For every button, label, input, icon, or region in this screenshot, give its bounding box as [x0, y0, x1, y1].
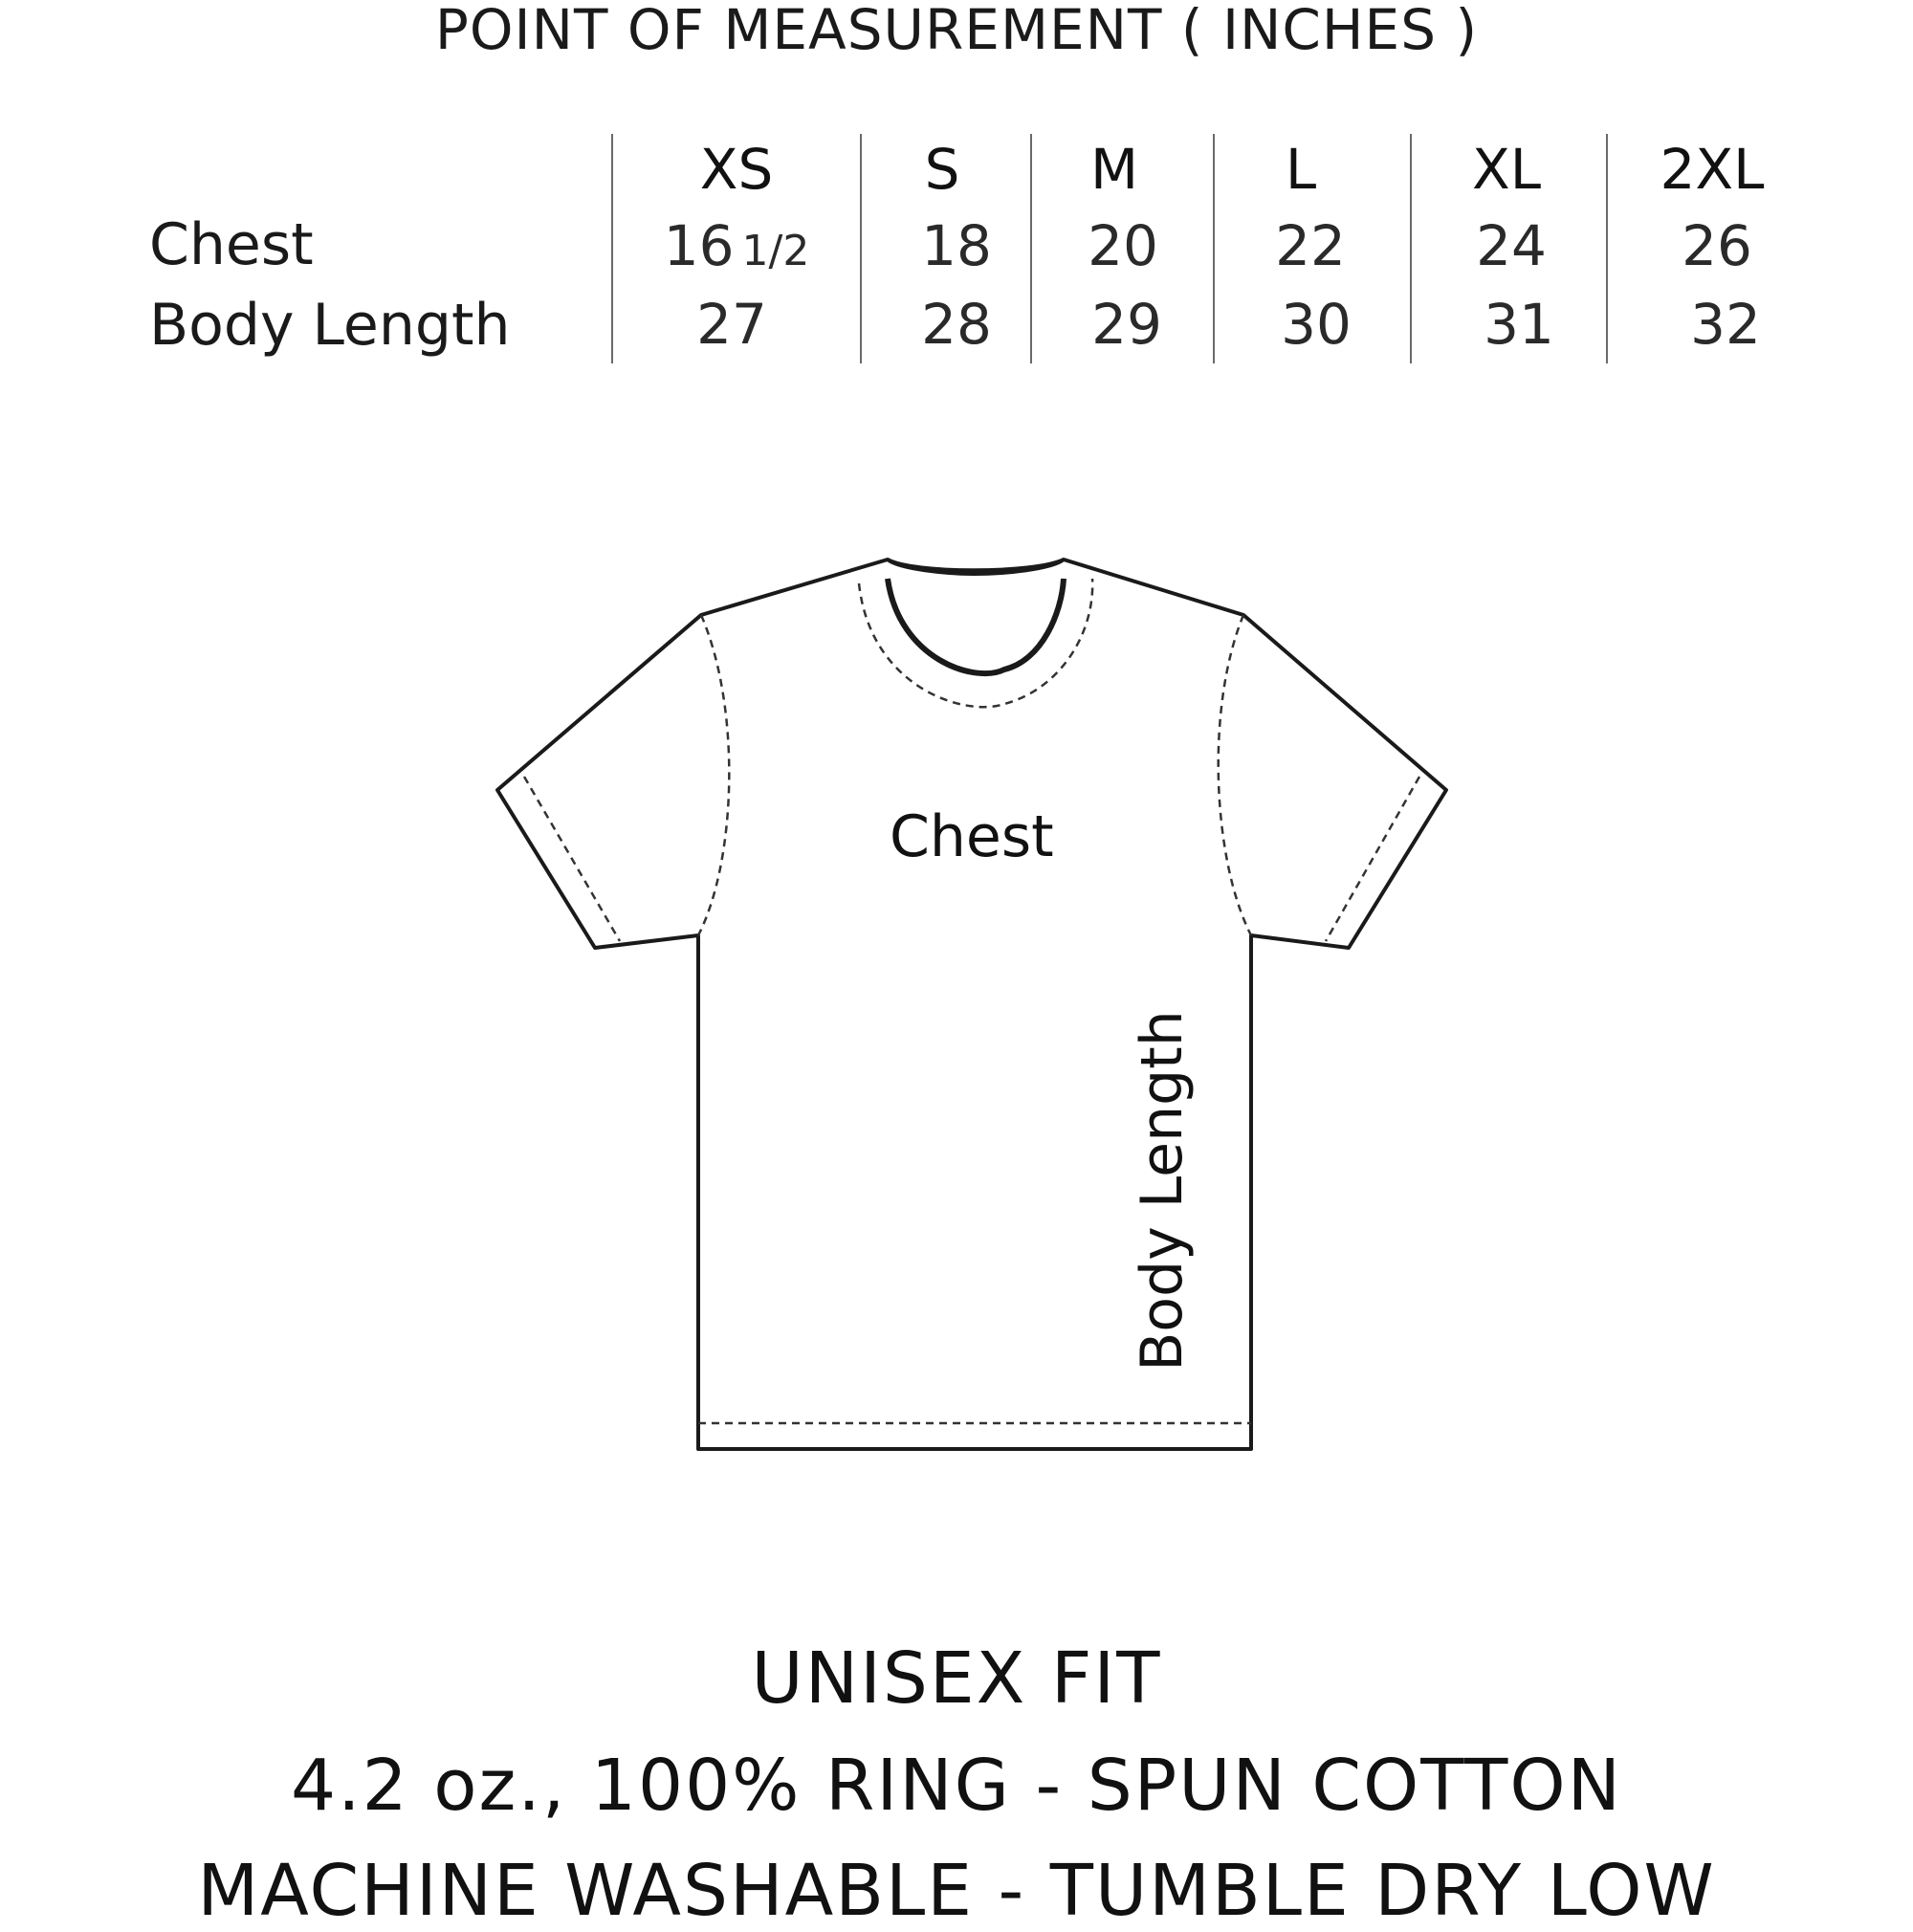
length-value-m: 29	[1091, 292, 1162, 357]
care-instructions: MACHINE WASHABLE - TUMBLE DRY LOW	[197, 1850, 1716, 1932]
page-title: POINT OF MEASUREMENT ( INCHES )	[434, 0, 1479, 62]
size-header-s: S	[924, 137, 960, 202]
row-label-body-length: Body Length	[149, 292, 511, 359]
chest-value-2xl: 26	[1682, 213, 1752, 278]
length-value-2xl: 32	[1690, 292, 1761, 357]
length-value-l: 30	[1281, 292, 1352, 357]
chest-value-xl: 24	[1476, 213, 1547, 278]
diagram-body-length-label: Body Length	[1129, 1010, 1196, 1372]
armhole-stitching-right	[1219, 615, 1251, 935]
tshirt-outline	[497, 560, 1446, 1449]
row-label-chest: Chest	[149, 211, 314, 278]
size-header-xl: XL	[1471, 137, 1542, 202]
chest-value-xs-whole: 16	[663, 213, 735, 278]
fabric-description: 4.2 oz., 100% RING - SPUN COTTON	[291, 1745, 1622, 1827]
size-header-xs: XS	[699, 137, 774, 202]
size-header-m: M	[1089, 137, 1139, 202]
length-value-xl: 31	[1484, 292, 1554, 357]
chest-value-s: 18	[921, 213, 992, 278]
size-header-2xl: 2XL	[1660, 137, 1765, 202]
size-header-l: L	[1285, 137, 1317, 202]
length-value-xs: 27	[696, 292, 767, 357]
fit-description: UNISEX FIT	[751, 1637, 1162, 1720]
length-value-s: 28	[921, 292, 992, 357]
armhole-stitching-left	[698, 615, 729, 935]
chest-value-m: 20	[1088, 213, 1158, 278]
collar-inner	[888, 579, 1064, 673]
chest-value-l: 22	[1275, 213, 1346, 278]
chest-value-xs-fraction: 1/2	[741, 227, 810, 275]
diagram-chest-label: Chest	[890, 803, 1054, 870]
